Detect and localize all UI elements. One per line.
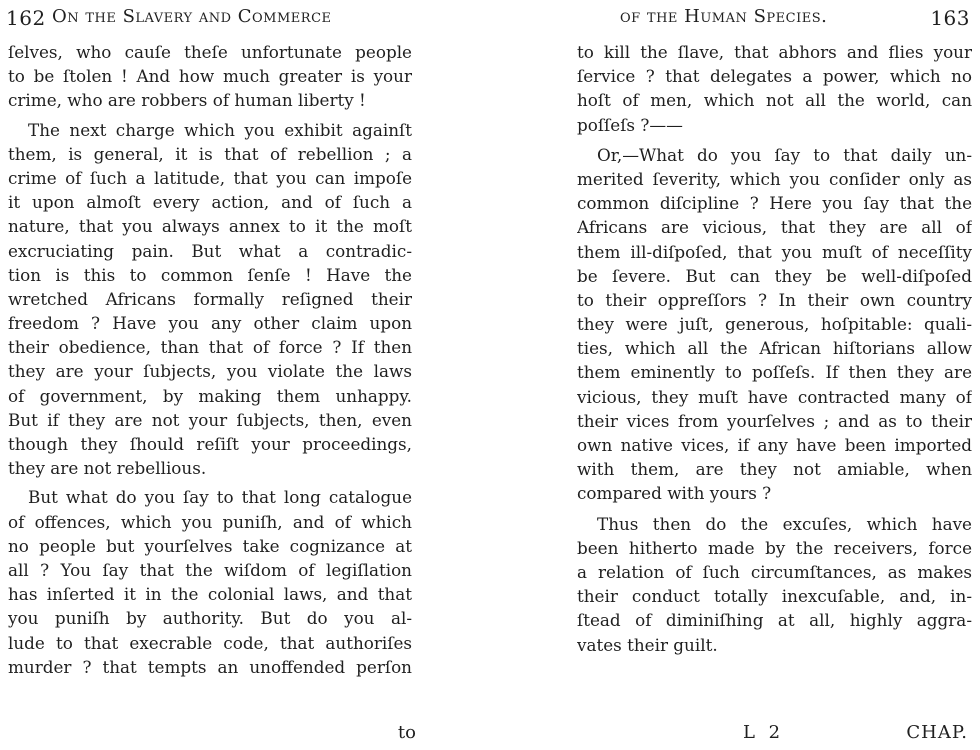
text-line: ſervice ? that delegates a power, which no xyxy=(577,66,972,87)
running-head-right: of the Human Species. xyxy=(620,6,828,27)
text-line: Or,—What do you ſay to that daily un- xyxy=(597,144,972,165)
text-line: But what do you ſay to that long catalogue xyxy=(28,487,412,508)
gutter xyxy=(430,0,560,750)
text-line: ſelves, who cauſe theſe unfortunate people xyxy=(8,42,412,62)
text-line: they are not rebellious. xyxy=(8,458,207,479)
page-number-right: 163 xyxy=(930,6,970,30)
text-line: their conduct totally inexcuſable, and, in- xyxy=(577,586,972,607)
text-line: poſſeſs ?—— xyxy=(577,114,683,135)
catchword-right: CHAP. xyxy=(906,722,968,743)
text-line: to kill the ſlave, that abhors and flies your xyxy=(577,42,972,62)
text-line: been hitherto made by the receivers, force xyxy=(577,537,972,558)
text-line: ſtead of diminiſhing at all, highly aggra- xyxy=(577,610,972,631)
text-line: has inſerted it in the colonial laws, and that xyxy=(8,584,412,605)
text-line: wretched Africans formally reſigned their xyxy=(8,288,412,309)
text-line: they were juſt, generous, hoſpitable: quali- xyxy=(577,314,972,335)
text-line: you puniſh by authority. But do you al- xyxy=(8,608,412,629)
text-line: crime, who are robbers of human liberty ! xyxy=(8,90,366,111)
text-line: Thus then do the excuſes, which have xyxy=(597,513,972,534)
text-line: with them, are they not amiable, when xyxy=(577,459,972,480)
right-page-header xyxy=(560,6,980,34)
text-line: of offences, which you puniſh, and of which xyxy=(8,511,412,532)
text-line: them, is general, it is that of rebellion ; a xyxy=(8,143,412,164)
text-line: though they ſhould reſiſt your proceedings, xyxy=(8,434,412,454)
text-line: own native vices, if any have been imported xyxy=(577,435,972,455)
page-number-left: 162 xyxy=(6,6,46,30)
text-line: ties, which all the African hiſtorians allow xyxy=(577,338,972,359)
text-line: merited ſeverity, which you conſider only as xyxy=(577,168,972,189)
text-line: them eminently to poſſeſs. If then they are xyxy=(577,362,972,383)
text-line: it upon almoſt every action, and of ſuch a xyxy=(8,192,412,213)
text-line: nature, that you always annex to it the moſt xyxy=(8,216,412,237)
text-line: common diſcipline ? Here you ſay that the xyxy=(577,193,972,214)
text-line: to their oppreſſors ? In their own country xyxy=(577,289,972,310)
text-line: freedom ? Have you any other claim upon xyxy=(8,313,412,334)
running-head-left: On the Slavery and Commerce xyxy=(52,6,332,27)
right-page-footer xyxy=(560,722,980,746)
text-line: murder ? that tempts an unoffended perſon xyxy=(8,656,412,677)
text-line: But if they are not your ſubjects, then, even xyxy=(8,409,412,430)
text-line: to be ſtolen ! And how much greater is your xyxy=(8,66,412,87)
text-line: of government, by making them unhappy. xyxy=(8,385,412,406)
left-page-footer xyxy=(0,722,430,746)
text-line: tion is this to common ſenſe ! Have the xyxy=(8,264,412,285)
text-line: no people but yourſelves take cognizance at xyxy=(8,535,412,556)
text-line: be ſevere. But can they be well-diſpoſed xyxy=(577,265,972,286)
text-line: all ? You ſay that the wiſdom of legiſlation xyxy=(8,559,412,580)
text-line: a relation of ſuch circumſtances, as makes xyxy=(577,561,972,582)
text-line: their vices from yourſelves ; and as to their xyxy=(577,410,972,431)
left-page-header xyxy=(0,6,430,34)
left-page-text xyxy=(8,40,412,679)
text-line: excruciating pain. But what a contradic- xyxy=(8,240,412,261)
text-line: compared with yours ? xyxy=(577,483,772,504)
text-line: they are your ſubjects, you violate the laws xyxy=(8,361,412,382)
pen-mark xyxy=(510,405,520,495)
text-line: vicious, they muſt have contracted many of xyxy=(577,386,972,407)
signature-mark: L 2 xyxy=(743,722,785,743)
text-line: The next charge which you exhibit againſt xyxy=(28,119,412,140)
right-page-text xyxy=(577,40,972,657)
right-page xyxy=(560,0,980,750)
text-line: crime of ſuch a latitude, that you can impoſe xyxy=(8,167,412,188)
text-line: vates their guilt. xyxy=(577,634,718,655)
text-line: hoſt of men, which not all the world, can xyxy=(577,90,972,111)
text-line: lude to that execrable code, that authoriſes xyxy=(8,632,412,653)
text-line: their obedience, than that of force ? If then xyxy=(8,337,412,358)
text-line: Africans are vicious, that they are all of xyxy=(577,217,972,238)
left-page xyxy=(0,0,430,750)
catchword-left: to xyxy=(397,722,416,743)
text-line: them ill-diſpoſed, that you muſt of neceſſity xyxy=(577,241,972,262)
